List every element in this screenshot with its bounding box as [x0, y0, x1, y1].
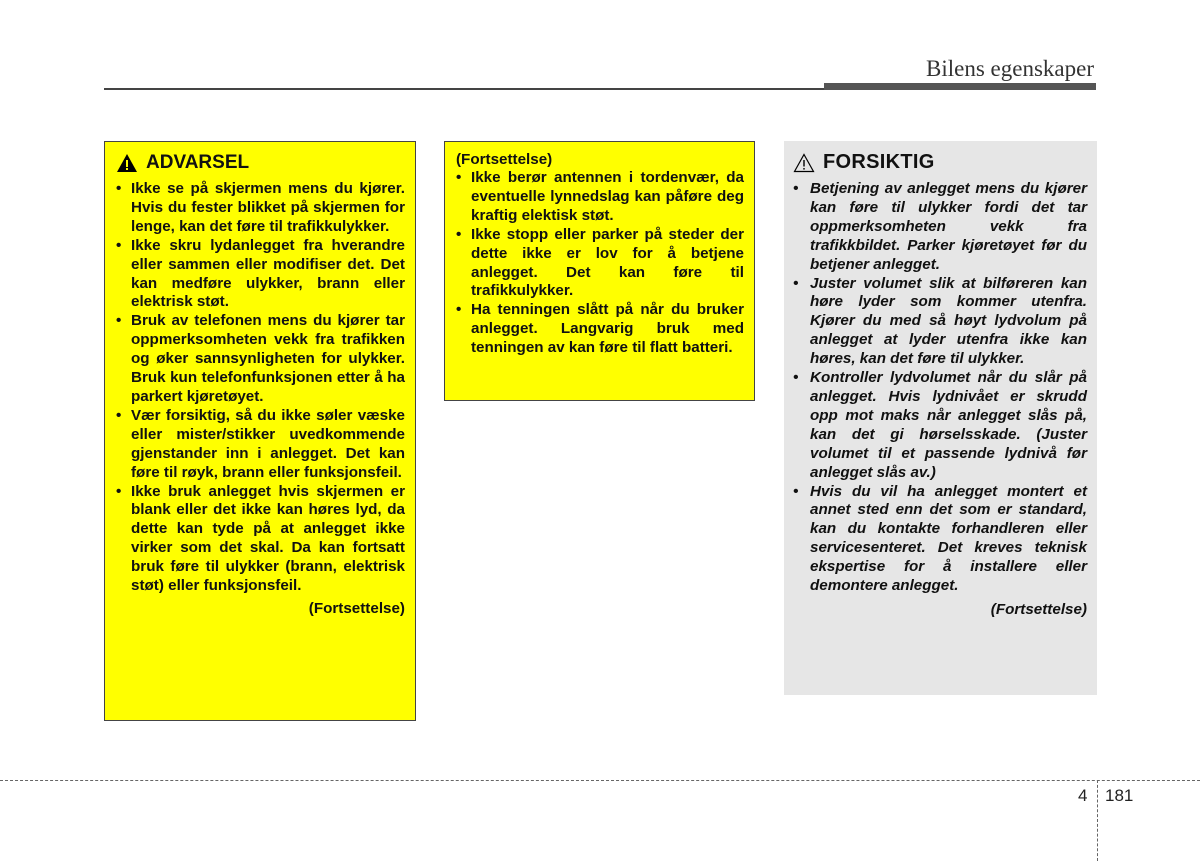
caution-title-text: FORSIKTIG [823, 151, 935, 173]
chapter-number: 4 [1078, 786, 1088, 805]
caution-list [793, 180, 1087, 596]
list-item: • Ha tenningen slått på når du bruker anlegget. Langvarig bruk med tenningen av kan føre til flatt batteri. [456, 301, 744, 358]
warning-box [104, 141, 416, 721]
continuation-label: (Fortsettelse) [456, 151, 553, 168]
list-item: • Juster volumet slik at bilføreren kan høre lyder som kommer utenfra. Kjører du med så høyt lydvolum på anlegget at lyder utenfra ikke kan høres, kan det føre til ulykker. [793, 275, 1087, 370]
page-number: 181 [1105, 786, 1134, 805]
continuation-list [456, 169, 744, 358]
warning-list [116, 180, 405, 596]
list-item: • Kontroller lydvolumet når du slår på anlegget. Hvis lydnivået er skrudd opp mot maks når anlegget slås på, kan det gi hørselsskade. (Juster volumet til et passende lydnivå før anlegget slås av.) [793, 369, 1087, 482]
list-item: • Ikke skru lydanlegget fra hverandre eller sammen eller modifiser det. Det kan medføre ulykker, brann eller elektrisk støt. [116, 237, 405, 313]
header-rule-accent [824, 83, 1096, 90]
list-item: • Hvis du vil ha anlegget montert et annet sted enn det som er standard, kan du kontakte forhandleren eller servicesenteret. Det kreves teknisk ekspertise for å installere eller demontere anlegget. [793, 483, 1087, 596]
list-item: • Ikke bruk anlegget hvis skjermen er blank eller det ikke kan høres lyd, da dette kan tyde på at anlegget ikke virker som det skal. Da kan fortsatt bruk føre til ulykker (brann, elektrisk støt) eller funksjonsfeil. [116, 483, 405, 596]
warning-continuation-box [444, 141, 755, 401]
warning-triangle-icon [116, 153, 138, 173]
page-header-title: Bilens egenskaper [926, 56, 1094, 81]
caution-triangle-icon [793, 153, 815, 173]
warning-continued: (Fortsettelse) [308, 599, 405, 617]
caution-continued: (Fortsettelse) [990, 600, 1087, 618]
list-item: • Ikke berør antennen i tordenvær, da eventuelle lynnedslag kan påføre deg kraftig elektisk støt. [456, 169, 744, 226]
warning-title-text: ADVARSEL [146, 152, 250, 173]
list-item: • Vær forsiktig, så du ikke søler væske eller mister/stikker uvedkommende gjenstander inn i anlegget. Det kan føre til røyk, brann eller funksjonsfeil. [116, 407, 405, 483]
list-item: • Ikke stopp eller parker på steder der dette ikke er lov for å betjene anlegget. Det kan føre til trafikkulykker. [456, 226, 744, 302]
footer-rule [0, 780, 1200, 781]
caution-box [784, 141, 1097, 695]
list-item: • Ikke se på skjermen mens du kjører. Hvis du fester blikket på skjermen for lenge, kan det føre til trafikkulykker. [116, 180, 405, 237]
footer-divider [1097, 780, 1098, 861]
list-item: • Bruk av telefonen mens du kjører tar oppmerksomheten vekk fra trafikken og øker sannsynligheten for ulykker. Bruk kun telefonfunksjonen etter å ha parkert kjøretøyet. [116, 312, 405, 407]
warning-title [116, 152, 405, 174]
caution-title [793, 151, 1087, 174]
list-item: • Betjening av anlegget mens du kjører kan føre til ulykker fordi det tar oppmerksomheten vekk fra trafikkbildet. Parker kjøretøyet før du betjener anlegget. [793, 180, 1087, 275]
